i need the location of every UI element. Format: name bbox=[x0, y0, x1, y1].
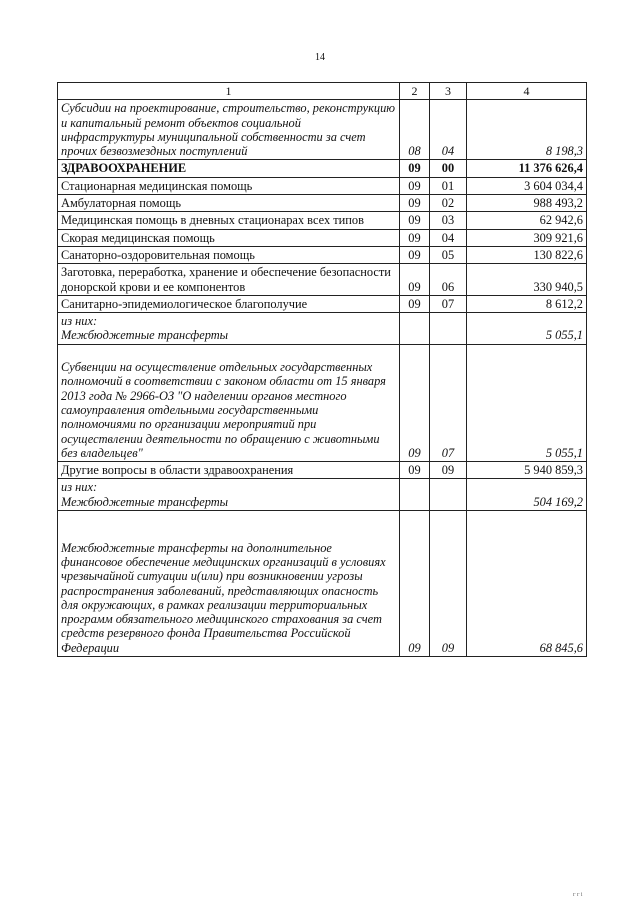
row-section-code bbox=[400, 479, 430, 511]
budget-table bbox=[57, 82, 587, 657]
row-section-code bbox=[400, 313, 430, 345]
header-col-4: 4 bbox=[467, 83, 587, 100]
row-label: Амбулаторная помощь bbox=[58, 195, 400, 212]
row-label: Стационарная медицинская помощь bbox=[58, 177, 400, 194]
row-label: Субсидии на проектирование, строительство, реконструкцию и капитальный ремонт объектов социальной инфраструктуры муниципальной собственности за счет прочих безвозмездных поступлений bbox=[58, 100, 400, 160]
row-section-code: 09 bbox=[400, 295, 430, 312]
table-row bbox=[58, 295, 587, 312]
row-section-code: 09 bbox=[400, 246, 430, 263]
row-subsection-code: 00 bbox=[430, 160, 467, 177]
table-row bbox=[58, 479, 587, 511]
row-subsection-code: 05 bbox=[430, 246, 467, 263]
table-row bbox=[58, 511, 587, 657]
row-section-code: 09 bbox=[400, 511, 430, 657]
table-row bbox=[58, 246, 587, 263]
header-col-3: 3 bbox=[430, 83, 467, 100]
row-subsection-code: 06 bbox=[430, 264, 467, 296]
table-row bbox=[58, 160, 587, 177]
row-subsection-code: 01 bbox=[430, 177, 467, 194]
row-section-code: 09 bbox=[400, 195, 430, 212]
header-row bbox=[58, 83, 587, 100]
row-label: ЗДРАВООХРАНЕНИЕ bbox=[58, 160, 400, 177]
row-subsection-code: 07 bbox=[430, 344, 467, 461]
table-row bbox=[58, 229, 587, 246]
row-amount: 5 940 859,3 bbox=[467, 462, 587, 479]
row-label: Субвенции на осуществление отдельных государственных полномочий в соответствии с законом области от 15 января 2013 года № 2966-ОЗ "О наделении органов местного самоуправления отдельными государственными полномочиями по организации мероприятий при осуществлении деятельности по обращению с животными без владельцев" bbox=[58, 344, 400, 461]
row-subsection-code bbox=[430, 313, 467, 345]
row-amount: 5 055,1 bbox=[467, 313, 587, 345]
row-subsection-code: 04 bbox=[430, 100, 467, 160]
row-amount: 11 376 626,4 bbox=[467, 160, 587, 177]
row-amount: 62 942,6 bbox=[467, 212, 587, 229]
row-section-code: 09 bbox=[400, 229, 430, 246]
table-row bbox=[58, 264, 587, 296]
row-label: Межбюджетные трансферты на дополнительное финансовое обеспечение медицинских организаций в условиях чрезвычайной ситуации и(или) при возникновении угрозы распространения заболеваний, представляющих опасность для окружающих, в рамках реализации территориальных программ обязательного медицинского страхования за счет средств резервного фонда Правительства Российской Федерации bbox=[58, 511, 400, 657]
row-amount: 130 822,6 bbox=[467, 246, 587, 263]
row-amount: 504 169,2 bbox=[467, 479, 587, 511]
row-label: из них: Межбюджетные трансферты bbox=[58, 313, 400, 345]
row-subsection-code bbox=[430, 479, 467, 511]
row-subsection-code: 09 bbox=[430, 511, 467, 657]
row-amount: 309 921,6 bbox=[467, 229, 587, 246]
row-section-code: 09 bbox=[400, 177, 430, 194]
row-amount: 8 612,2 bbox=[467, 295, 587, 312]
row-label: Заготовка, переработка, хранение и обеспечение безопасности донорской крови и ее компонентов bbox=[58, 264, 400, 296]
table-row bbox=[58, 195, 587, 212]
row-label: Другие вопросы в области здравоохранения bbox=[58, 462, 400, 479]
row-amount: 330 940,5 bbox=[467, 264, 587, 296]
row-amount: 8 198,3 bbox=[467, 100, 587, 160]
header-col-2: 2 bbox=[400, 83, 430, 100]
row-label: Медицинская помощь в дневных стационарах всех типов bbox=[58, 212, 400, 229]
table-row bbox=[58, 462, 587, 479]
row-amount: 3 604 034,4 bbox=[467, 177, 587, 194]
row-section-code: 09 bbox=[400, 344, 430, 461]
row-section-code: 09 bbox=[400, 212, 430, 229]
table-row bbox=[58, 100, 587, 160]
row-subsection-code: 07 bbox=[430, 295, 467, 312]
table-row bbox=[58, 313, 587, 345]
row-section-code: 08 bbox=[400, 100, 430, 160]
row-subsection-code: 09 bbox=[430, 462, 467, 479]
row-label: из них: Межбюджетные трансферты bbox=[58, 479, 400, 511]
row-label: Санитарно-эпидемиологическое благополучие bbox=[58, 295, 400, 312]
row-amount: 5 055,1 bbox=[467, 344, 587, 461]
row-subsection-code: 02 bbox=[430, 195, 467, 212]
footer-mark: г г і bbox=[573, 892, 583, 898]
table-row bbox=[58, 177, 587, 194]
table-row bbox=[58, 344, 587, 461]
row-section-code: 09 bbox=[400, 462, 430, 479]
row-label: Санаторно-оздоровительная помощь bbox=[58, 246, 400, 263]
row-subsection-code: 04 bbox=[430, 229, 467, 246]
row-section-code: 09 bbox=[400, 264, 430, 296]
row-label: Скорая медицинская помощь bbox=[58, 229, 400, 246]
row-amount: 988 493,2 bbox=[467, 195, 587, 212]
row-subsection-code: 03 bbox=[430, 212, 467, 229]
header-col-1: 1 bbox=[58, 83, 400, 100]
row-amount: 68 845,6 bbox=[467, 511, 587, 657]
table-row bbox=[58, 212, 587, 229]
page-number: 14 bbox=[315, 52, 325, 63]
row-section-code: 09 bbox=[400, 160, 430, 177]
